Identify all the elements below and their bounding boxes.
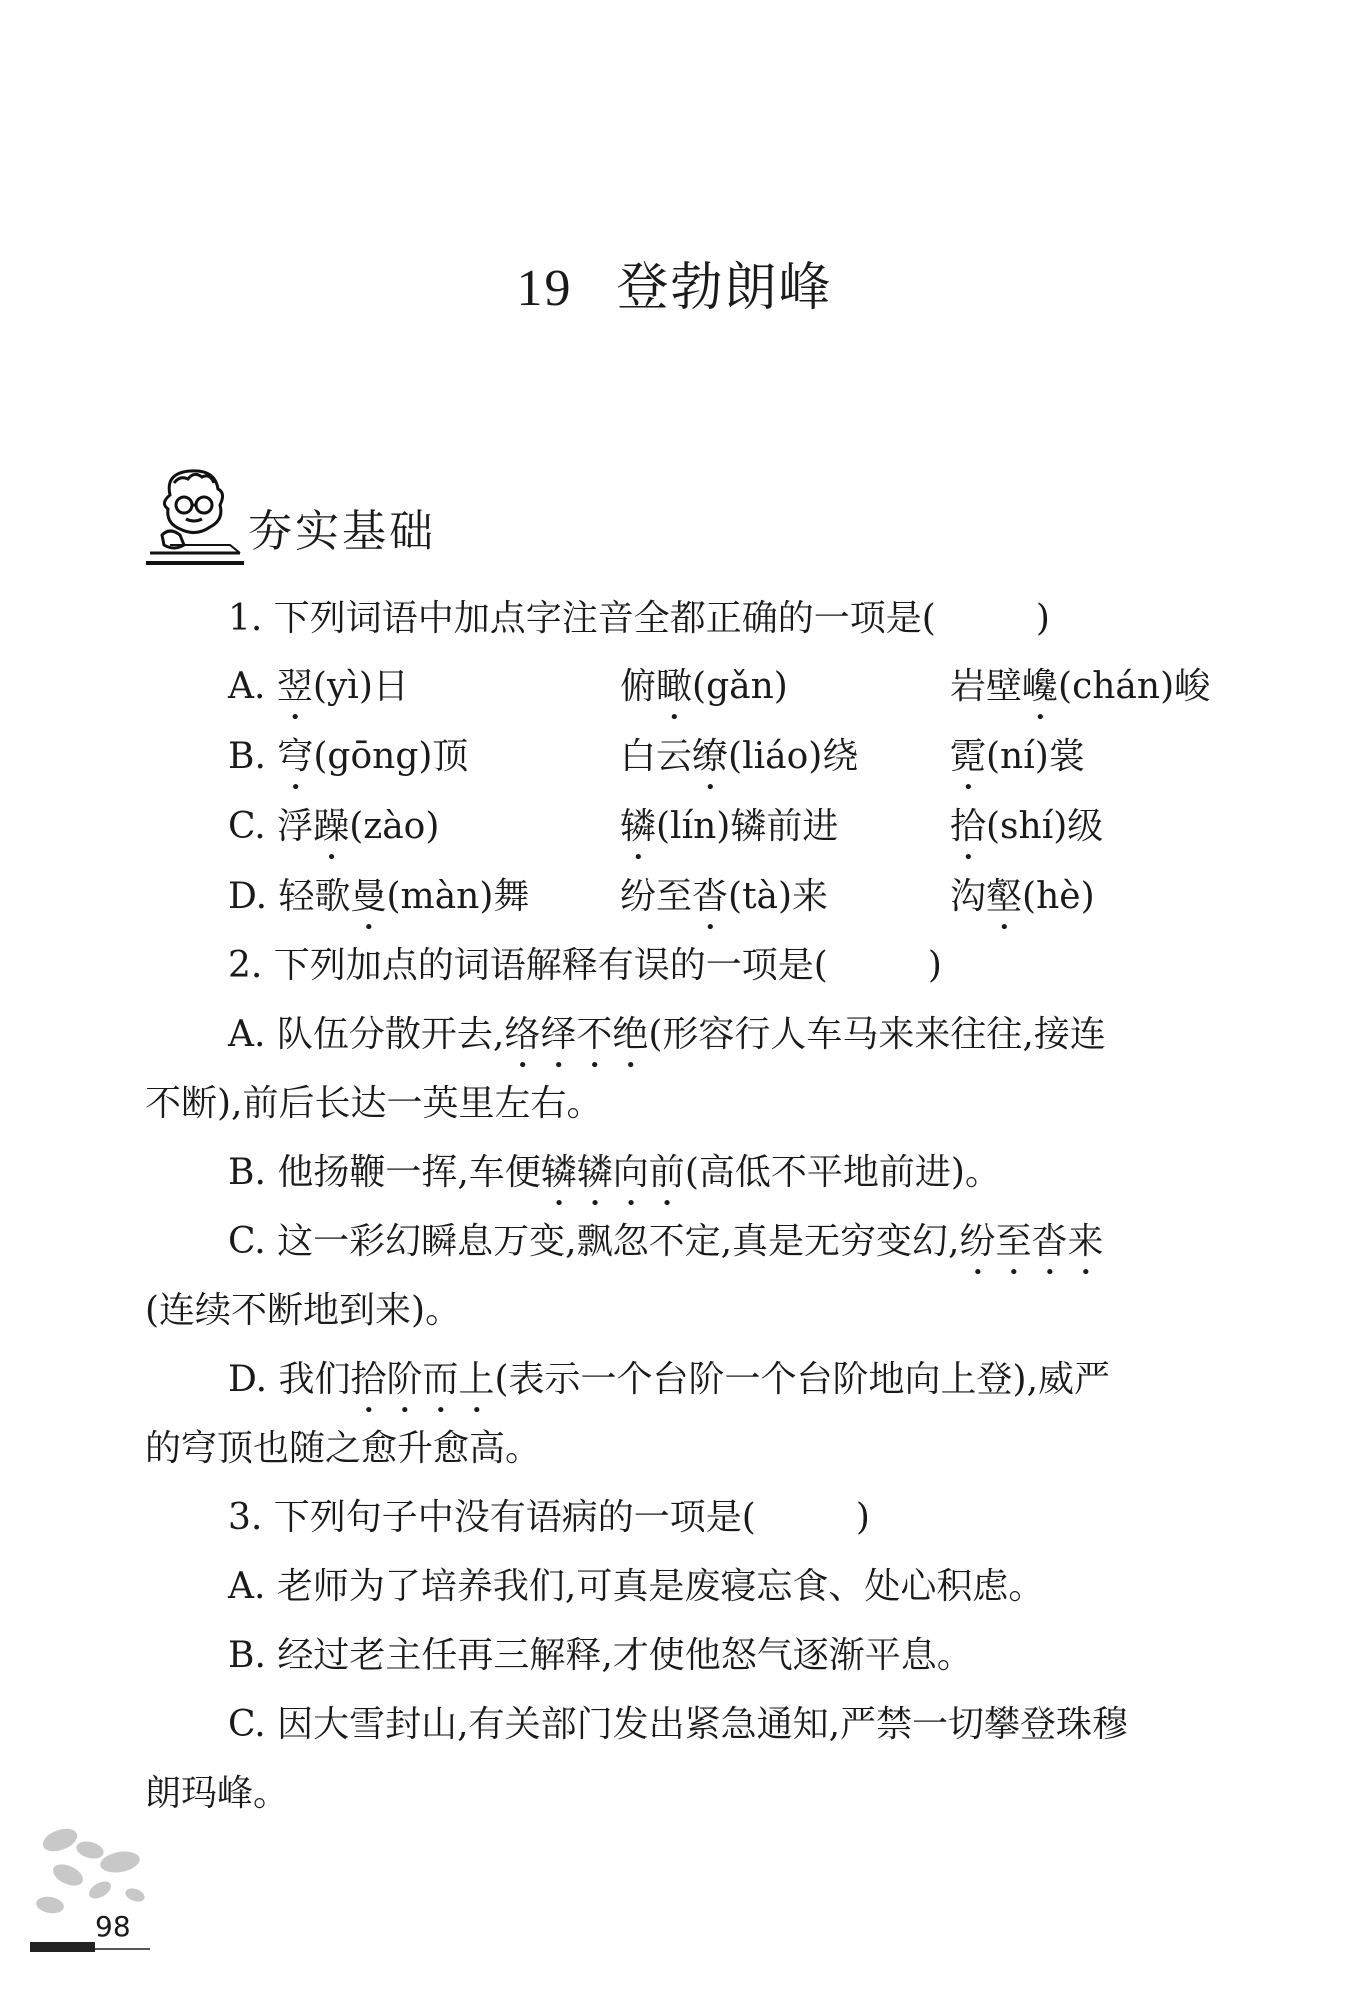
q1-option-b-2: 白云缭(liáo)绕 <box>620 736 859 777</box>
lesson-name: 登勃朗峰 <box>616 258 833 318</box>
q2-option-d-cont: 的穹顶也随之愈升愈高。 <box>145 1428 542 1469</box>
q3-option-a: A. 老师为了培养我们,可真是废寝忘食、处心积虑。 <box>228 1566 1045 1607</box>
question-1-stem: 1. 下列词语中加点字注音全都正确的一项是( ) <box>228 598 1050 639</box>
q1-option-a-3: 岩壁巉(chán)峻 <box>950 666 1211 707</box>
section-label: 夯实基础 <box>248 506 436 557</box>
page-number-rule <box>95 1948 150 1950</box>
lesson-title <box>0 245 1349 320</box>
q1-option-c-1: C. 浮躁(zào) <box>228 806 440 847</box>
q2-option-c: C. 这一彩幻瞬息万变,飘忽不定,真是无穷变幻,纷至沓来 <box>228 1221 1104 1262</box>
question-3-stem: 3. 下列句子中没有语病的一项是( ) <box>228 1497 870 1538</box>
section-header <box>140 465 560 570</box>
q1-option-a-2: 俯瞰(gǎn) <box>620 666 788 707</box>
question-2-stem: 2. 下列加点的词语解释有误的一项是( ) <box>228 945 942 986</box>
page-number: 98 <box>95 1910 131 1943</box>
q2-option-b: B. 他扬鞭一挥,车便辚辚向前(高低不平地前进)。 <box>228 1152 1001 1193</box>
q3-option-b: B. 经过老主任再三解释,才使他怒气逐渐平息。 <box>228 1635 973 1676</box>
lesson-number: 19 <box>516 260 573 317</box>
q1-option-d-2: 纷至沓(tà)来 <box>620 876 829 917</box>
page-number-bar <box>30 1942 95 1952</box>
q3-option-c: C. 因大雪封山,有关部门发出紧急通知,严禁一切攀登珠穆 <box>228 1704 1129 1745</box>
q1-option-b-1: B. 穹(gōng)顶 <box>228 736 469 777</box>
q1-option-b-3: 霓(ní)裳 <box>950 736 1085 777</box>
q2-option-a-cont: 不断),前后长达一英里左右。 <box>145 1083 603 1124</box>
reading-student-icon <box>140 465 250 570</box>
q3-option-c-cont: 朗玛峰。 <box>145 1773 290 1814</box>
q2-option-c-cont: (连续不断地到来)。 <box>145 1290 462 1331</box>
q2-option-a: A. 队伍分散开去,络绎不绝(形容行人车马来来往往,接连 <box>228 1014 1106 1055</box>
q1-option-a-1: A. 翌(yì)日 <box>228 666 409 707</box>
q1-option-c-3: 拾(shí)级 <box>950 806 1104 847</box>
q1-option-c-2: 辚(lín)辚前进 <box>620 806 839 847</box>
q1-option-d-3: 沟壑(hè) <box>950 876 1095 917</box>
q1-option-d-1: D. 轻歌曼(màn)舞 <box>228 876 530 917</box>
q2-option-d: D. 我们拾阶而上(表示一个台阶一个台阶地向上登),威严 <box>228 1359 1111 1400</box>
